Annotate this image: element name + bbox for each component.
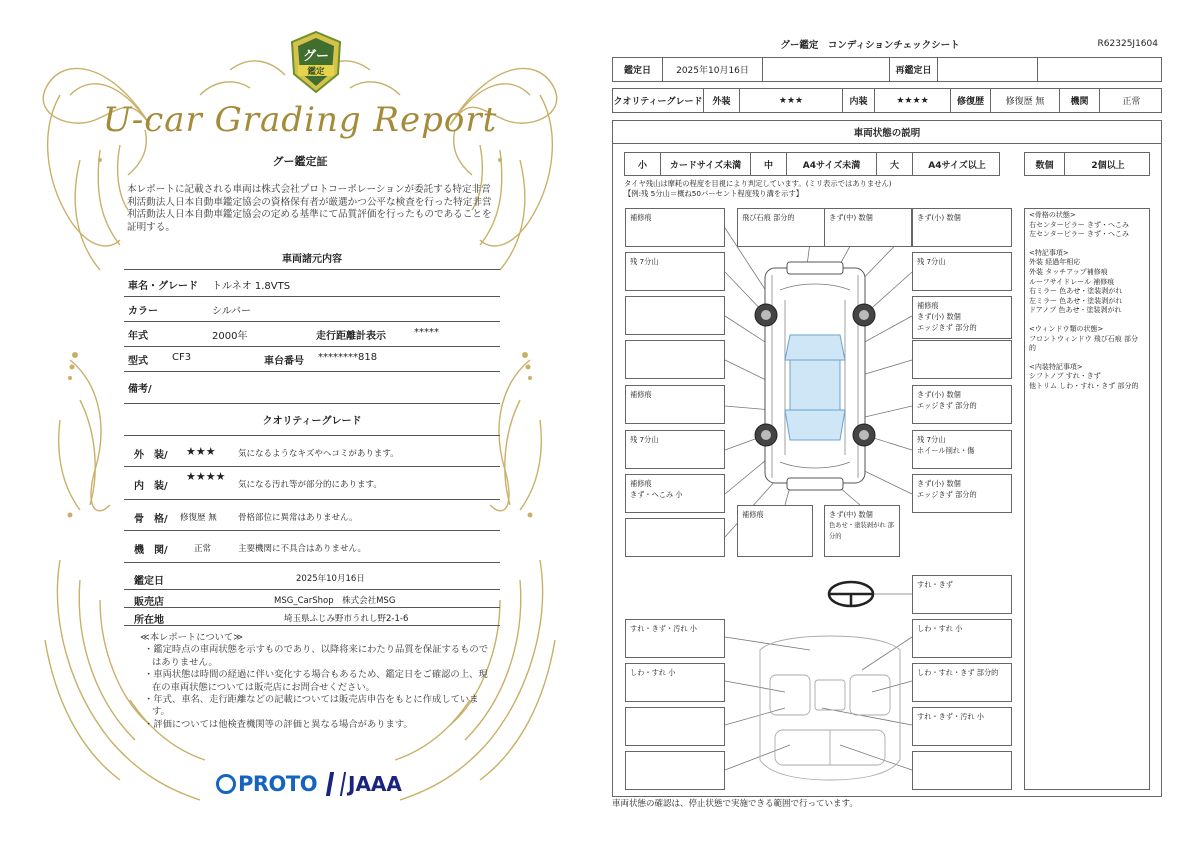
damage-box-front-left <box>625 208 725 247</box>
notes-window-item: フロントウィンドウ 飛び石痕 部分的 <box>1029 334 1139 353</box>
notes-item-3: ・年式、車名、走行距離などの記載については販売店申告をもとに作成しています。 <box>144 694 479 718</box>
quality-row-frame <box>124 500 500 531</box>
damage-text: 残 7分山 <box>630 257 659 266</box>
damage-text: きず・へこみ 小 <box>630 490 683 499</box>
damage-text: 補修痕 <box>742 510 764 519</box>
spec-section-title: 車両諸元内容 <box>282 254 342 265</box>
info-row-date <box>124 566 500 590</box>
sheet-ext-label: 外装 <box>704 89 740 112</box>
notes-special-item: 左ミラー 色あせ・塗装剥がれ <box>1029 296 1123 305</box>
name-label: 車名・グレード <box>128 281 198 292</box>
quality-title-rule <box>124 424 500 436</box>
damage-text: 残 7分山 <box>917 257 946 266</box>
quality-row-exterior <box>124 436 500 467</box>
spec-row-model <box>124 347 500 372</box>
damage-text: 補修痕 <box>630 390 652 399</box>
size-small: 小 <box>625 153 661 175</box>
mileage-value: ***** <box>414 327 439 338</box>
engine-label: 機 関/ <box>134 545 168 556</box>
sheet-ext-value: ★★★ <box>740 89 843 112</box>
proto-logo-text: PROTO <box>238 772 318 796</box>
color-label: カラー <box>128 306 158 317</box>
jaaa-logo-text: JAAA <box>348 772 402 796</box>
shop-value: MSG_CarShop 株式会社MSG <box>274 596 396 606</box>
damage-text: ホイール削れ・傷 <box>917 446 975 455</box>
notes-special-item: 外装 経過年相応 <box>1029 258 1081 267</box>
model-value: CF3 <box>172 352 192 363</box>
damage-text: 補修痕 <box>917 301 939 310</box>
damage-text: 飛び石痕 部分的 <box>742 213 795 222</box>
interior-text: しわ・すれ・きず 部分的 <box>917 668 999 677</box>
interior-box-front-right-seat <box>912 663 1012 702</box>
interior-text: すれ・きず・汚れ 小 <box>630 624 697 633</box>
damage-text: きず(小) 数個 <box>917 390 961 399</box>
spec-row-year <box>124 322 500 347</box>
damage-box-tire-rear-right <box>912 430 1012 469</box>
damage-box-right-rear-door <box>912 385 1012 424</box>
count-label: 数個 <box>1025 153 1065 175</box>
model-label: 型式 <box>128 356 148 367</box>
reinspect-label: 再鑑定日 <box>890 58 938 81</box>
damage-box-front-bumper <box>824 208 912 247</box>
sheet-engine-value: 正常 <box>1122 97 1141 107</box>
interior-box-rear-left <box>625 751 725 790</box>
damage-text: 残 7分山 <box>630 435 659 444</box>
notes-special-item: 右ミラー 色あせ・塗装剥がれ <box>1029 287 1123 296</box>
damage-box-left-fender <box>625 296 725 335</box>
condition-notes <box>1024 208 1150 790</box>
spec-row-name <box>124 272 500 297</box>
damage-box-tire-rear-left <box>625 430 725 469</box>
interior-comment: 気になる汚れ等が部分的にあります。 <box>238 480 382 490</box>
notes-special-item: ルーフサイドレール 補修痕 <box>1029 277 1115 286</box>
damage-text: 色あせ・塗装剥がれ 部分的 <box>829 522 894 540</box>
notes-special-title: <特記事項> <box>1029 248 1069 257</box>
notes-item-1: ・鑑定時点の車両状態を示すものであり、以降将来にわたり品質を保証するものではありません。 <box>144 644 488 668</box>
damage-box-rear-left <box>625 518 725 557</box>
exterior-label: 外 装/ <box>134 450 168 461</box>
notes-frame-item: 右センターピラー きず・へこみ <box>1029 220 1129 229</box>
frame-value: 修復歴 無 <box>180 513 217 523</box>
svg-text:鑑定: 鑑定 <box>307 67 325 77</box>
damage-box-right-rear-quarter <box>912 474 1012 513</box>
damage-text: エッジきず 部分的 <box>917 490 977 499</box>
sheet-date-label: 鑑定日 <box>613 58 663 81</box>
damage-text: きず(小) 数個 <box>917 312 961 321</box>
svg-text:グー: グー <box>302 49 330 64</box>
count-desc: 2個以上 <box>1091 160 1125 171</box>
spec-title-rule <box>124 262 500 270</box>
address-label: 所在地 <box>134 615 164 626</box>
damage-box-left-front-door <box>625 340 725 379</box>
damage-text: 補修痕 <box>630 479 652 488</box>
damage-box-front-right <box>912 208 1012 247</box>
notes-item-2: ・車両状態は時間の経過に伴い変化する場合もあるため、鑑定日をご確認の上、現在の車両状態については販売店にお問合せください。 <box>144 669 488 693</box>
year-value: 2000年 <box>212 331 248 342</box>
chassis-label: 車台番号 <box>264 356 304 367</box>
engine-comment: 主要機関に不具合はありません。 <box>238 544 367 554</box>
sheet-int-value: ★★★★ <box>875 89 951 112</box>
notes-item-4: ・評価については他検査機関等の評価と異なる場合があります。 <box>144 718 413 730</box>
spec-row-remarks <box>124 372 500 404</box>
sheet-id: R62325J1604 <box>1097 39 1158 49</box>
tire-note-line-1: タイヤ残山は摩耗の程度を目視により判定しています。(ミリ表示ではありません) <box>624 179 892 188</box>
damage-text: きず(小) 数個 <box>917 213 961 222</box>
sheet-quality-label: クオリティーグレード <box>613 89 704 112</box>
jaaa-logo <box>328 772 402 796</box>
notes-title: ≪本レポートについて≫ <box>140 632 243 643</box>
notes-interior-item: シフトノブ すれ・きず <box>1029 372 1101 381</box>
tire-note-line-2: 【例:残 5分山＝概ね50パーセント程度残り溝を示す】 <box>624 189 804 198</box>
goo-kantei-badge-icon <box>288 30 344 94</box>
chassis-value: ********818 <box>318 352 378 363</box>
notes-window-title: <ウィンドウ類の状態> <box>1029 324 1104 333</box>
interior-box-steering <box>912 575 1012 614</box>
interior-box-left-trim <box>625 707 725 746</box>
damage-text: 残 7分山 <box>917 435 946 444</box>
damage-box-right-fender <box>912 296 1012 339</box>
proto-q-icon <box>216 774 236 794</box>
frame-label: 骨 格/ <box>134 514 168 525</box>
year-label: 年式 <box>128 331 148 342</box>
report-script-title: U-car Grading Report <box>102 100 498 140</box>
sheet-footnote: 車両状態の確認は、停止状態で実施できる範囲で行っています。 <box>612 799 858 809</box>
logos <box>216 768 416 802</box>
info-row-shop <box>124 590 500 608</box>
sheet-repair-label: 修復歴 <box>951 89 991 112</box>
exterior-comment: 気になるようなキズやヘコミがあります。 <box>238 449 399 459</box>
sheet-date-value: 2025年10月16日 <box>663 58 763 81</box>
info-row-address <box>124 608 500 626</box>
interior-text: しわ・すれ 小 <box>917 624 963 633</box>
damage-text: 補修痕 <box>630 213 652 222</box>
size-large: 大 <box>877 153 913 175</box>
mileage-label: 走行距離計表示 <box>316 331 386 342</box>
size-mid-desc: A4サイズ未満 <box>787 153 877 175</box>
proto-logo <box>216 772 317 796</box>
damage-text: エッジきず 部分的 <box>917 401 977 410</box>
damage-text: エッジきず 部分的 <box>917 323 977 332</box>
size-mid: 中 <box>751 153 787 175</box>
interior-text: すれ・きず・汚れ 小 <box>917 712 984 721</box>
interior-text: しわ・すれ 小 <box>630 668 676 677</box>
damage-text: きず(小) 数個 <box>917 479 961 488</box>
interior-stars: ★★★★ <box>186 470 226 483</box>
interior-box-front-left-seat <box>625 663 725 702</box>
damage-box-left-rear-door <box>625 385 725 424</box>
sheet-repair-value: 修復歴 無 <box>991 89 1060 112</box>
engine-value: 正常 <box>194 544 212 554</box>
damage-text: きず(中) 数個 <box>829 213 873 222</box>
sheet-int-label: 内装 <box>843 89 875 112</box>
damage-box-tire-front-left <box>625 252 725 291</box>
sheet-title: グー鑑定 コンディションチェックシート <box>780 40 960 51</box>
quality-row-interior <box>124 467 500 500</box>
date-label: 鑑定日 <box>134 576 164 587</box>
shop-label: 販売店 <box>134 597 164 608</box>
notes-interior-item: 他トリム しわ・すれ・きず 部分的 <box>1029 381 1139 390</box>
remarks-label: 備考/ <box>128 384 152 395</box>
quality-row-engine <box>124 531 500 563</box>
damage-box-right-front-door <box>912 340 1012 379</box>
report-notes <box>140 632 490 731</box>
size-large-desc: A4サイズ以上 <box>928 160 986 171</box>
interior-box-dash-right <box>912 619 1012 658</box>
name-value: トルネオ 1.8VTS <box>212 281 291 292</box>
certificate-intro: 本レポートに記載される車両は株式会社プロトコーポレーションが委託する特定非営利活動法人日本自動車鑑定協会の資格保有者が厳選かつ公平な検査を行った特定非営利活動法人日本自動車鑑定協会の定める基準にて品質評価を行ったものであることを証明する。 <box>127 184 492 233</box>
damage-box-front-windshield <box>737 208 825 247</box>
notes-special-item: ドアノブ 色あせ・塗装剥がれ <box>1029 306 1122 315</box>
interior-text: すれ・きず <box>917 580 953 589</box>
interior-label: 内 装/ <box>134 481 168 492</box>
interior-box-rear-right <box>912 751 1012 790</box>
interior-box-dash-left <box>625 619 725 658</box>
damage-box-rear-glass <box>737 505 813 557</box>
address-value: 埼玉県ふじみ野市うれし野2-1-6 <box>284 614 409 624</box>
sheet-engine-label: 機関 <box>1060 89 1100 112</box>
notes-interior-title: <内装特記事項> <box>1029 362 1083 371</box>
color-value: シルバー <box>212 306 252 317</box>
damage-box-rear-bumper <box>824 505 900 557</box>
interior-box-console <box>912 707 1012 746</box>
quality-section-title: クオリティーグレード <box>262 416 362 427</box>
date-value: 2025年10月16日 <box>296 574 365 584</box>
damage-box-left-rear-quarter <box>625 474 725 513</box>
size-small-desc: カードサイズ未満 <box>661 153 751 175</box>
frame-comment: 骨格部位に異常はありません。 <box>238 513 358 523</box>
description-title: 車両状態の説明 <box>612 120 1162 144</box>
condition-check-sheet <box>600 0 1200 848</box>
jaaa-mark-icon <box>326 772 346 796</box>
notes-frame-item: 左センターピラー きず・へこみ <box>1029 230 1129 239</box>
exterior-stars: ★★★ <box>186 445 216 458</box>
damage-box-tire-front-right <box>912 252 1012 291</box>
notes-special-item: 外装 タッチアップ補修痕 <box>1029 267 1108 276</box>
notes-frame-title: <骨格の状態> <box>1029 211 1076 219</box>
spec-row-color <box>124 297 500 322</box>
damage-text: きず(中) 数個 <box>829 510 873 519</box>
certificate-title: グー鑑定証 <box>272 155 328 168</box>
